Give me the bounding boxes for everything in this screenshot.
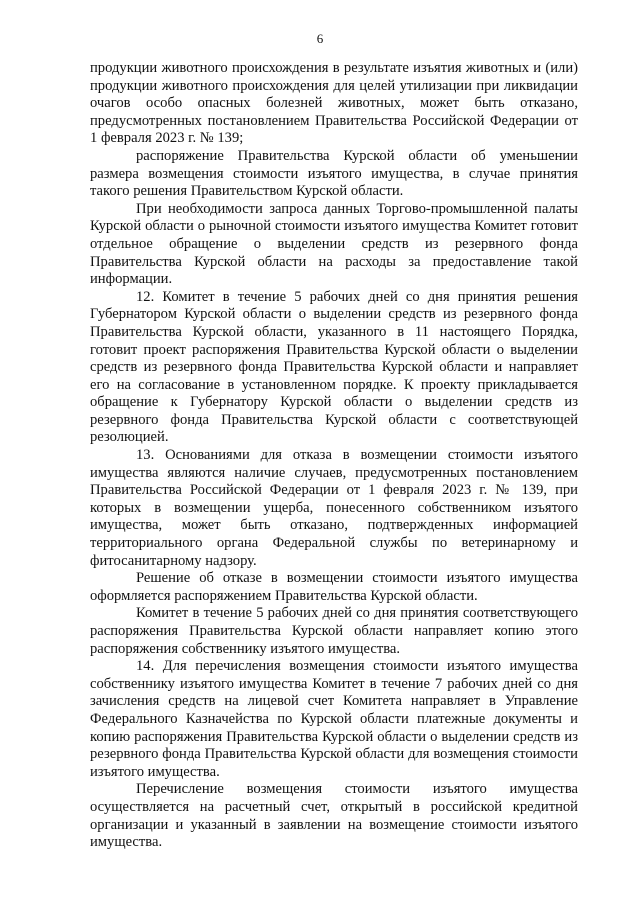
- paragraph-transfer: Перечисление возмещения стоимости изъятого имущества осуществляется на расчетный счет, открытый в российской кредитной организации и указанный в заявлении на возмещение стоимости изъятого имущества.: [90, 781, 578, 851]
- paragraph-refusal-decision: Решение об отказе в возмещении стоимости изъятого имущества оформляется распоряжением Правительства Курской области.: [90, 570, 578, 604]
- paragraph-order-reduction: распоряжение Правительства Курской области об уменьшении размера возмещения стоимости изъятого имущества, в случае принятия такого решения Правительством Курской области.: [90, 147, 578, 200]
- paragraph-refusal-notice: Комитет в течение 5 рабочих дней со дня принятия соответствующего распоряжения Правительства Курской области направляет копию этого распоряжения собственнику изъятого имущества.: [90, 605, 578, 657]
- paragraph-item-12: 12. Комитет в течение 5 рабочих дней со дня принятия решения Губернатором Курской области о выделении средств из резервного фонда Правительства Курской области, указанного в 11 настоящего Порядка, готовит проект распоряжения Правительства Курской области о выделении средств из резервного фонда Правительства Курской области и направляет его на согласование в установленном порядке. К проекту прикладывается обращение к Губернатору Курской области о выделении средств из резервного фонда Правительства Курской области с соответствующей резолюцией.: [90, 288, 578, 446]
- document-body: [90, 60, 578, 852]
- paragraph-continuation: продукции животного происхождения в результате изъятия животных и (или) продукции животного происхождения для целей утилизации при ликвидации очагов особо опасных болезней животных, может быть отказано, предусмотренных постановлением Правительства Российской Федерации от 1 февраля 2023 г. № 139;: [90, 60, 578, 147]
- page-number: 6: [316, 31, 324, 46]
- paragraph-item-13: 13. Основаниями для отказа в возмещении стоимости изъятого имущества являются наличие случаев, предусмотренных постановлением Правительства Российской Федерации от 1 февраля 2023 г. № 139, при которых в возмещении ущерба, понесенного собственником изъятого имущества, может быть отказано, подтвержденных информацией территориального органа Федеральной службы по ветеринарному и фитосанитарному надзору.: [90, 447, 578, 569]
- paragraph-chamber-request: При необходимости запроса данных Торгово-промышленной палаты Курской области о рыночной стоимости изъятого имущества Комитет готовит отдельное обращение о выделении средств из резервного фонда Правительства Курской области на расходы за предоставление такой информации.: [90, 200, 578, 288]
- paragraph-item-14: 14. Для перечисления возмещения стоимости изъятого имущества собственнику изъятого имущества Комитет в течение 7 рабочих дней со дня зачисления средств на лицевой счет Комитета направляет в Управление Федерального Казначейства по Курской области платежные документы и копию распоряжения Правительства Курской области о выделении средств из резервного фонда Правительства Курской области для возмещения стоимости изъятого имущества.: [90, 658, 578, 780]
